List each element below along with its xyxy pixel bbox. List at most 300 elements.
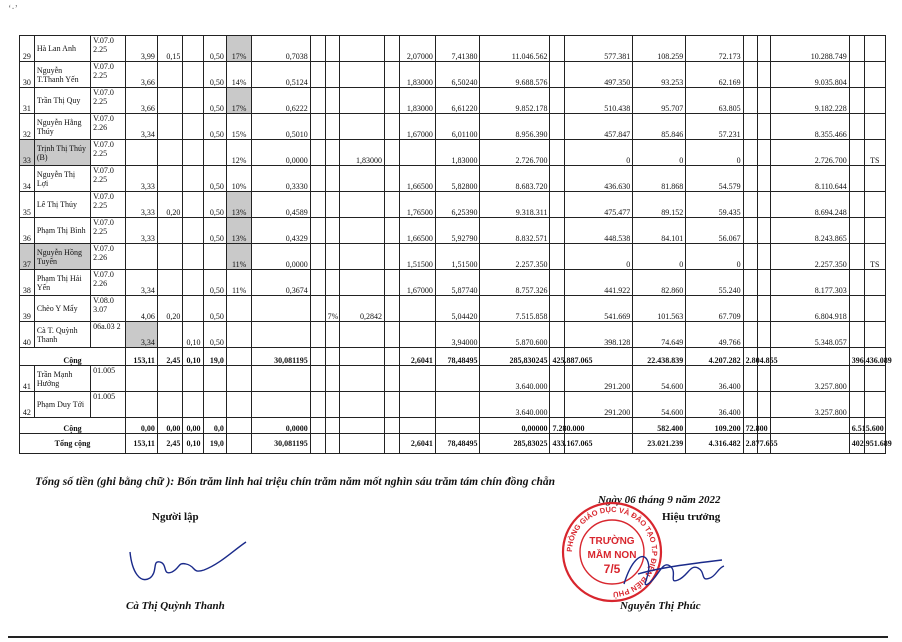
spacer-cell [758,270,771,296]
spacer-cell [384,140,399,166]
spacer-cell [743,270,758,296]
grade-code: V.07.0 2.26 [91,114,126,140]
seniority-percent: 11% [226,244,251,270]
salary-coefficient: 3,99 [126,36,158,62]
salary-coefficient: 3,66 [126,62,158,88]
extra-coefficient [340,88,385,114]
subtotal-row [20,348,886,366]
total-responsibility-allowance: 0,10 [183,348,203,366]
responsibility-allowance [183,244,203,270]
spacer-cell [743,62,758,88]
teaching-allowance: 1,83000 [399,88,435,114]
spacer-cell [384,296,399,322]
net-salary: 6.804.918 [771,296,850,322]
date-line: Ngày 06 tháng 9 năm 2022 [598,494,721,506]
region-allowance: 0,50 [203,36,226,62]
total-extra [435,418,480,434]
total-coefficient: 1,83000 [435,140,480,166]
employee-name: Nguyễn Hằng Thúy [34,114,90,140]
spacer-cell [310,366,325,392]
payroll-table [19,35,892,454]
spacer-cell [743,218,758,244]
position-allowance: 0,15 [157,36,182,62]
status-note: TS [864,140,885,166]
extra-coefficient: 0,2842 [340,296,385,322]
spacer-cell [310,392,325,418]
grand-total-row [20,434,886,454]
spacer-cell [550,140,565,166]
social-insurance: 0 [565,140,633,166]
total-position-allowance: 2,45 [157,434,182,454]
total-coefficient: 5,92790 [435,218,480,244]
gross-salary: 9.852.178 [480,88,550,114]
table-row [20,62,886,88]
stamp-line1: TRƯỜNG [589,536,635,547]
spacer-cell [384,166,399,192]
net-salary: 9.182.228 [771,88,850,114]
position-allowance: 0,20 [157,192,182,218]
unemployment-insurance: 67.709 [686,296,743,322]
total-seniority-coefficient: 30,081195 [252,434,310,454]
row-number: 38 [20,270,35,296]
total-gross-salary: 433.167.065 [550,434,565,454]
position-allowance [157,166,182,192]
teaching-allowance: 1,83000 [399,62,435,88]
spacer-cell [743,88,758,114]
position-allowance [157,270,182,296]
stamp-line2: MẦM NON [587,550,637,561]
spacer-cell [325,434,340,454]
spacer-cell [758,166,771,192]
spacer-cell [310,322,325,348]
health-insurance: 95.707 [633,88,686,114]
spacer-cell [758,296,771,322]
spacer-cell [384,392,399,418]
total-unemployment-insurance: 2.804.855 [743,348,758,366]
spacer-cell [550,270,565,296]
spacer-cell [849,322,864,348]
extra-percent: 7% [325,296,340,322]
unemployment-insurance: 49.766 [686,322,743,348]
seniority-percent: 11% [226,270,251,296]
employee-name: Chèo Y Mẩy [34,296,90,322]
salary-coefficient: 4,06 [126,296,158,322]
position-allowance [157,114,182,140]
employee-name: Nguyễn Hồng Tuyến [34,244,90,270]
spacer-cell [384,192,399,218]
spacer-cell [310,114,325,140]
spacer-cell [384,322,399,348]
net-salary: 8.355.466 [771,114,850,140]
total-coefficient: 6,61220 [435,88,480,114]
total-net-salary: 402.951.689 [849,434,864,454]
spacer-cell [384,418,399,434]
total-teaching-allowance: 2,6041 [399,434,435,454]
net-salary: 2.257.350 [771,244,850,270]
responsibility-allowance [183,192,203,218]
spacer-cell [550,244,565,270]
total-social-insurance: 23.021.239 [633,434,686,454]
spacer-cell [310,36,325,62]
seniority-percent [226,322,251,348]
spacer-cell [771,418,850,434]
health-insurance: 0 [633,244,686,270]
region-allowance: 0,50 [203,166,226,192]
gross-salary: 2.257.350 [480,244,550,270]
seniority-coefficient: 0,0000 [252,140,310,166]
principal-signature [618,538,728,600]
spacer-cell [550,296,565,322]
spacer-cell [849,392,864,418]
position-allowance [157,62,182,88]
spacer-cell [310,140,325,166]
principal-label: Hiệu trưởng [662,511,721,523]
net-salary: 3.257.800 [771,366,850,392]
total-label: Cộng [20,348,126,366]
region-allowance: 0,50 [203,88,226,114]
spacer-cell [758,114,771,140]
spacer-cell [758,140,771,166]
row-number: 33 [20,140,35,166]
gross-salary: 3.640.000 [480,392,550,418]
row-number: 40 [20,322,35,348]
grade-code: 01.005 [91,366,126,392]
extra-coefficient [340,270,385,296]
salary-coefficient: 3,34 [126,270,158,296]
teaching-allowance: 1,66500 [399,218,435,244]
status-note [864,62,885,88]
seniority-coefficient: 0,5010 [252,114,310,140]
total-coefficient: 5,04420 [435,296,480,322]
spacer-cell [550,62,565,88]
employee-name: Lê Thị Thủy [34,192,90,218]
row-number: 30 [20,62,35,88]
status-note [864,296,885,322]
spacer-cell [252,392,310,418]
responsibility-allowance [183,270,203,296]
spacer-cell [384,36,399,62]
table-row [20,140,886,166]
teaching-allowance: 1,66500 [399,166,435,192]
row-number: 29 [20,36,35,62]
grade-code: V.07.0 2.26 [91,244,126,270]
grade-code: V.08.0 3.07 [91,296,126,322]
spacer-cell [126,392,158,418]
grade-code: 01.005 [91,392,126,418]
seniority-coefficient: 0,3674 [252,270,310,296]
unemployment-insurance: 72.173 [686,36,743,62]
total-net-salary: 6.515.600 [849,418,864,434]
spacer-cell [310,418,325,434]
gross-salary: 9.688.576 [480,62,550,88]
unemployment-insurance: 0 [686,244,743,270]
spacer-cell [743,192,758,218]
spacer-cell [743,322,758,348]
spacer-cell [325,392,340,418]
table-row [20,88,886,114]
employee-name: Nguyễn T.Thanh Yến [34,62,90,88]
health-insurance: 84.101 [633,218,686,244]
spacer-cell [743,114,758,140]
unemployment-insurance: 36.400 [686,392,743,418]
unemployment-insurance: 57.231 [686,114,743,140]
responsibility-allowance [183,62,203,88]
table-row [20,392,886,418]
spacer-cell [157,392,182,418]
spacer-cell [550,166,565,192]
social-insurance: 436.630 [565,166,633,192]
seniority-coefficient: 0,6222 [252,88,310,114]
principal-name: Nguyễn Thị Phúc [620,600,701,612]
total-seniority-coefficient: 30,081195 [252,348,310,366]
total-unemployment-insurance: 2.877.655 [743,434,758,454]
total-region-allowance: 19,0 [203,348,226,366]
spacer-cell [743,244,758,270]
spacer-cell [325,366,340,392]
social-insurance: 475.477 [565,192,633,218]
health-insurance: 85.846 [633,114,686,140]
table-row [20,296,886,322]
employee-name: Trịnh Thị Thúy (B) [34,140,90,166]
teaching-allowance: 2,07000 [399,36,435,62]
spacer-cell [758,192,771,218]
corner-mark: ‘·’ [8,4,18,15]
row-number: 42 [20,392,35,418]
spacer-cell [226,418,251,434]
seniority-coefficient: 0,0000 [252,244,310,270]
total-gross-salary: 425.887.065 [550,348,565,366]
gross-salary: 2.726.700 [480,140,550,166]
position-allowance [157,218,182,244]
gross-salary: 9.318.311 [480,192,550,218]
row-number: 41 [20,366,35,392]
total-social-insurance: 582.400 [633,418,686,434]
preparer-name: Cà Thị Quỳnh Thanh [126,600,225,612]
spacer-cell [435,392,480,418]
seniority-coefficient [252,296,310,322]
spacer-cell [203,392,226,418]
spacer-cell [743,392,758,418]
table-row [20,322,886,348]
spacer-cell [758,392,771,418]
salary-coefficient: 3,34 [126,114,158,140]
teaching-allowance [399,296,435,322]
spacer-cell [384,114,399,140]
seniority-percent: 13% [226,218,251,244]
seniority-percent: 13% [226,192,251,218]
health-insurance: 54.600 [633,366,686,392]
extra-coefficient [340,36,385,62]
spacer-cell [743,166,758,192]
total-region-allowance: 0,0 [203,418,226,434]
grade-code: V.07.0 2.25 [91,192,126,218]
net-salary: 8.694.248 [771,192,850,218]
health-insurance: 108.259 [633,36,686,62]
spacer-cell [384,62,399,88]
total-teaching-allowance: 2,6041 [399,348,435,366]
net-salary: 8.243.865 [771,218,850,244]
salary-coefficient [126,244,158,270]
spacer-cell [384,434,399,454]
health-insurance: 0 [633,140,686,166]
extra-coefficient [340,322,385,348]
status-note [864,322,885,348]
position-allowance: 0,20 [157,296,182,322]
spacer-cell [310,62,325,88]
spacer-cell [849,244,864,270]
region-allowance [203,140,226,166]
seniority-coefficient [252,322,310,348]
net-salary: 5.348.057 [771,322,850,348]
grade-code: 06a.03 2 [91,322,126,348]
extra-coefficient [340,166,385,192]
total-coefficient: 7,41380 [435,36,480,62]
responsibility-allowance [183,218,203,244]
salary-coefficient: 3,34 [126,322,158,348]
status-note [864,36,885,62]
total-position-allowance: 0,00 [157,418,182,434]
employee-name: Cà T. Quỳnh Thanh [34,322,90,348]
region-allowance: 0,50 [203,114,226,140]
spacer-cell [340,418,385,434]
spacer-cell [849,36,864,62]
extra-percent [325,114,340,140]
net-salary: 2.726.700 [771,140,850,166]
health-insurance: 74.649 [633,322,686,348]
row-number: 34 [20,166,35,192]
total-extra: 78,48495 [435,348,480,366]
spacer-cell [126,366,158,392]
spacer-cell [864,392,885,418]
extra-percent [325,88,340,114]
spacer-cell [758,244,771,270]
salary-coefficient: 3,66 [126,88,158,114]
grade-code: V.07.0 2.26 [91,270,126,296]
table-row [20,36,886,62]
seniority-coefficient: 0,7038 [252,36,310,62]
health-insurance: 93.253 [633,62,686,88]
status-note [864,114,885,140]
grade-code: V.07.0 2.25 [91,62,126,88]
gross-salary: 8.956.390 [480,114,550,140]
status-note [864,192,885,218]
social-insurance: 291.200 [565,392,633,418]
spacer-cell [226,392,251,418]
unemployment-insurance: 63.805 [686,88,743,114]
table-row [20,218,886,244]
total-salary-coefficient: 153,11 [126,348,158,366]
spacer-cell [849,366,864,392]
health-insurance: 82.860 [633,270,686,296]
spacer-cell [758,36,771,62]
spacer-cell [384,348,399,366]
unemployment-insurance: 56.067 [686,218,743,244]
table-row [20,114,886,140]
total-net-salary: 396.436.089 [849,348,864,366]
region-allowance: 0,50 [203,322,226,348]
total-salary-coefficient: 0,00 [126,418,158,434]
spacer-cell [183,392,203,418]
region-allowance [203,244,226,270]
spacer-cell [550,322,565,348]
gross-salary: 8.757.326 [480,270,550,296]
spacer-cell [183,366,203,392]
spacer-cell [758,366,771,392]
extra-percent [325,62,340,88]
social-insurance: 398.128 [565,322,633,348]
seniority-coefficient: 0,3330 [252,166,310,192]
net-salary: 3.257.800 [771,392,850,418]
teaching-allowance: 1,67000 [399,270,435,296]
spacer-cell [550,366,565,392]
row-number: 37 [20,244,35,270]
row-number: 39 [20,296,35,322]
health-insurance: 101.563 [633,296,686,322]
social-insurance: 0 [565,244,633,270]
spacer-cell [849,114,864,140]
spacer-cell [758,322,771,348]
total-coefficient: 285,830245 [480,348,550,366]
responsibility-allowance [183,114,203,140]
grade-code: V.07.0 2.25 [91,88,126,114]
spacer-cell [340,434,385,454]
spacer-cell [340,348,385,366]
table-row [20,166,886,192]
social-insurance: 448.538 [565,218,633,244]
total-responsibility-allowance: 0,00 [183,418,203,434]
spacer-cell [310,244,325,270]
extra-percent [325,140,340,166]
salary-coefficient: 3,33 [126,192,158,218]
teaching-allowance [399,322,435,348]
total-salary-coefficient: 153,11 [126,434,158,454]
net-salary: 8.177.303 [771,270,850,296]
responsibility-allowance [183,36,203,62]
seniority-percent: 12% [226,140,251,166]
salary-coefficient: 3,33 [126,166,158,192]
health-insurance: 81.868 [633,166,686,192]
health-insurance: 89.152 [633,192,686,218]
spacer-cell [310,192,325,218]
seniority-percent: 14% [226,62,251,88]
total-coefficient: 3,94000 [435,322,480,348]
total-coefficient: 5,82800 [435,166,480,192]
seniority-percent: 10% [226,166,251,192]
row-number: 36 [20,218,35,244]
extra-percent [325,244,340,270]
seniority-coefficient: 0,5124 [252,62,310,88]
gross-salary: 3.640.000 [480,366,550,392]
position-allowance [157,244,182,270]
total-in-words: Tổng số tiền (ghi bằng chữ ): Bốn trăm linh hai triệu chín trăm năm mốt nghìn sáu trăm tám chín đồng chẵn [35,476,556,488]
region-allowance: 0,50 [203,270,226,296]
spacer-cell [758,88,771,114]
unemployment-insurance: 59.435 [686,192,743,218]
employee-name: Hà Lan Anh [34,36,90,62]
table-row [20,366,886,392]
spacer-cell [226,366,251,392]
extra-coefficient [340,244,385,270]
status-note [864,270,885,296]
spacer-cell [203,366,226,392]
region-allowance: 0,50 [203,218,226,244]
stamp-ring-text: PHÒNG GIÁO DỤC VÀ ĐÀO TẠO T.P ĐIỆN BIÊN PHỦ [564,504,660,600]
total-unemployment-insurance: 72.800 [743,418,758,434]
total-teaching-allowance [399,418,435,434]
spacer-cell [384,244,399,270]
row-number: 32 [20,114,35,140]
responsibility-allowance [183,296,203,322]
